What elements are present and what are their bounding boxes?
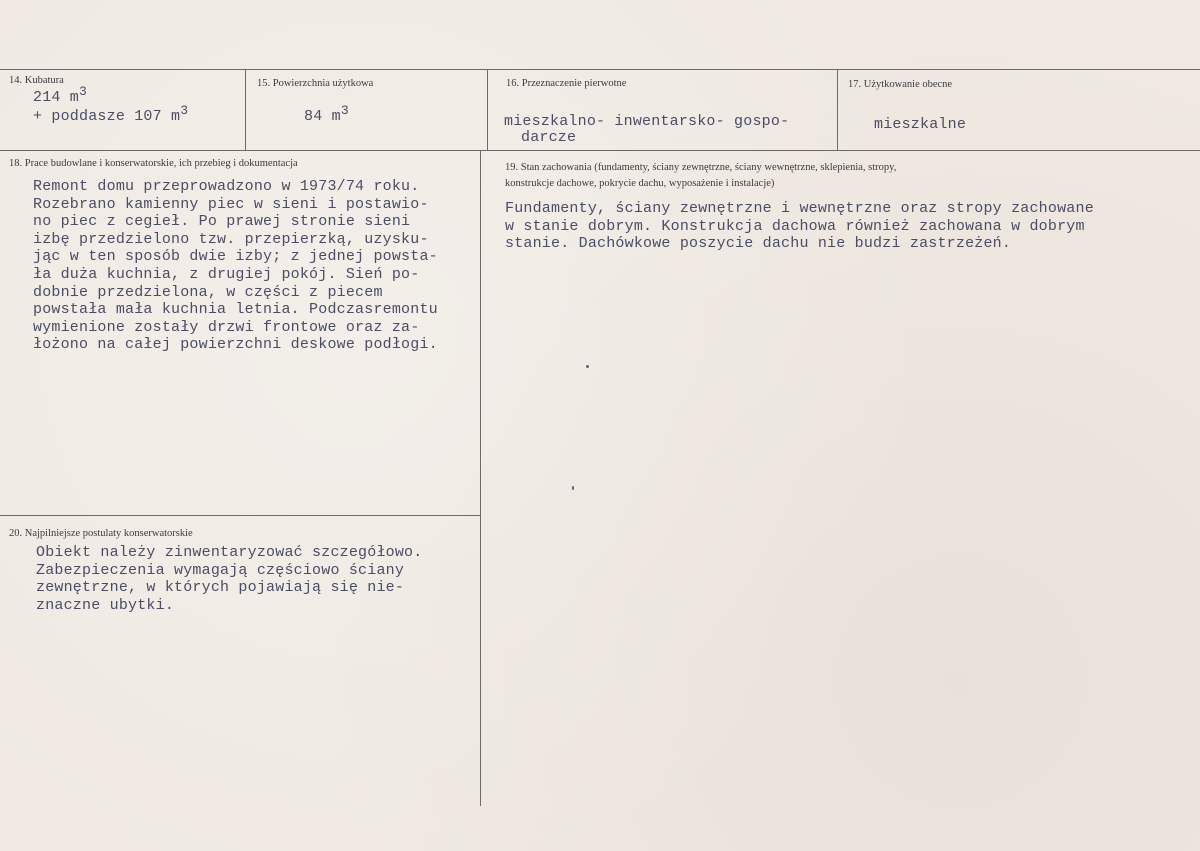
section-20-divider-line	[0, 515, 480, 516]
field-19-label-line2: konstrukcje dachowe, pokrycie dachu, wyposażenie i instalacje)	[505, 178, 775, 189]
field-18-line: ła duża kuchnia, z drugiej pokój. Sień po-	[33, 266, 420, 283]
field-14-value-line1	[33, 84, 88, 107]
row-divider-line	[0, 150, 1200, 151]
field-20-line: znaczne ubytki.	[36, 596, 175, 614]
field-17-label: 17. Użytkowanie obecne	[848, 79, 953, 90]
field-16-value-line2: darcze	[521, 129, 577, 146]
field-20-line: Zabezpieczenia wymagają częściowo ściany	[36, 561, 405, 579]
attic-volume-value: + poddasze 107 m	[33, 108, 181, 125]
top-border-line	[0, 69, 1200, 70]
field-16-label: 16. Przeznaczenie pierwotne	[506, 78, 627, 89]
field-20-line: Obiekt należy zinwentaryzować szczegółowo.	[36, 544, 423, 561]
field-18-label: 18. Prace budowlane i konserwatorskie, ich przebieg i dokumentacja	[9, 158, 298, 169]
field-18-line: izbę przedzielono tzw. przepierzką, uzysku-	[33, 230, 429, 248]
field-20-line: zewnętrzne, w których pojawiają się nie-	[36, 579, 405, 597]
field-14-value-line2	[33, 103, 189, 126]
field-18-line: dobnie przedzielona, w części z piecem	[33, 283, 383, 301]
column-divider-18-19	[480, 150, 481, 806]
field-18-line: łożono na całej powierzchni deskowe podłogi.	[33, 336, 438, 354]
field-16-value-line1: mieszkalno- inwentarsko- gospo-	[504, 113, 790, 130]
field-14-label: 14. Kubatura	[9, 75, 64, 86]
paper-speck	[586, 365, 589, 368]
column-divider-14-15	[245, 69, 246, 151]
field-19-label-line1: 19. Stan zachowania (fundamenty, ściany zewnętrzne, ściany wewnętrzne, sklepienia, stropy,	[505, 162, 897, 173]
volume-value: 214 m	[33, 89, 80, 106]
field-20-label: 20. Najpilniejsze postulaty konserwatorskie	[9, 528, 193, 539]
field-18-line: jąc w ten sposób dwie izby; z jednej powsta-	[33, 248, 438, 266]
field-18-line: Remont domu przeprowadzono w 1973/74 roku.	[33, 178, 420, 195]
field-19-line: Fundamenty, ściany zewnętrzne i wewnętrzne oraz stropy zachowane	[505, 200, 1094, 217]
field-17-value: mieszkalne	[874, 116, 967, 133]
field-18-line: wymienione zostały drzwi frontowe oraz za-	[33, 318, 420, 336]
field-18-line: powstała mała kuchnia letnia. Podczasremontu	[33, 301, 438, 319]
usable-area-value: 84 m	[304, 108, 341, 125]
paper-speck	[572, 486, 574, 490]
field-18-line: Rozebrano kamienny piec w sieni i postawio-	[33, 195, 429, 213]
column-divider-16-17	[837, 69, 838, 151]
field-19-line: w stanie dobrym. Konstrukcja dachowa również zachowana w dobrym	[505, 217, 1085, 235]
attic-volume-unit-superscript: 3	[180, 103, 189, 118]
field-18-line: no piec z cegieł. Po prawej stronie sieni	[33, 213, 411, 231]
usable-area-unit-superscript: 3	[340, 103, 349, 118]
field-19-line: stanie. Dachówkowe poszycie dachu nie budzi zastrzeżeń.	[505, 235, 1012, 253]
column-divider-15-16	[487, 69, 488, 151]
field-15-label: 15. Powierzchnia użytkowa	[257, 78, 374, 89]
volume-unit-superscript: 3	[79, 84, 88, 99]
field-15-value	[304, 103, 349, 126]
